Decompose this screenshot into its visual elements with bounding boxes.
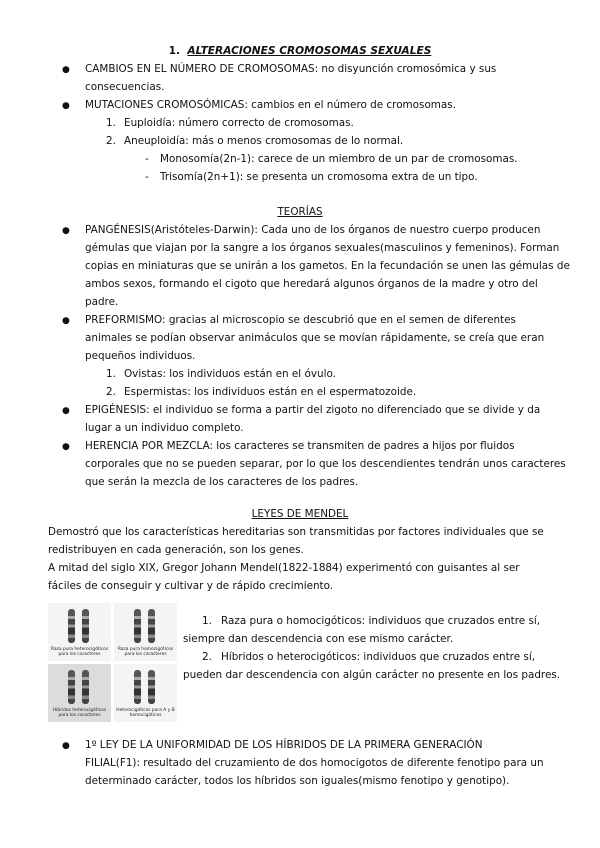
text-line: determinado carácter, todos los híbridos son iguales(mismo fenotipo y genotipo). [85,775,510,787]
monosomia-item: Monosomía(2n-1): carece de un miembro de un par de cromosomas. [160,153,518,165]
teorias-heading: TEORÍAS [277,206,323,218]
list-number: 2. [106,135,116,147]
list-number: 2. [106,386,116,398]
cambios-item [85,60,585,96]
mendel-heading: LEYES DE MENDEL [251,508,349,520]
figure-cell [114,664,177,722]
text-line: pequeños individuos. [85,350,196,362]
espermistas-item: Espermistas: los individuos están en el espermatozoide. [124,386,417,398]
trisomia-item: Trisomía(2n+1): se presenta un cromosoma extra de un tipo. [160,171,478,183]
text-line: EPIGÉNESIS: el individuo se forma a partir del zigoto no diferenciado que se divide y da [85,404,541,416]
figure-caption: Raza pura homocigóticos para los caracteres [117,647,174,657]
text-line: copias en miniaturas que se unirán a los gametos. En la fecundación se unen las gémulas de [85,260,570,272]
text-line: HERENCIA POR MEZCLA: los caracteres se transmiten de padres a hijos por fluidos [85,440,515,452]
text-line: redistribuyen en cada generación, son los genes. [48,544,304,556]
text-line: A mitad del siglo XIX, Gregor Johann Mendel(1822-1884) experimentó con guisantes al ser [48,562,520,574]
chromosome-icon [148,609,155,643]
dash-marker: - [145,171,149,183]
list-number: 1. [202,615,212,627]
section-title-text: ALTERACIONES CROMOSOMAS SEXUALES [187,45,432,57]
bullet: ● [62,101,70,111]
text-line: CAMBIOS EN EL NÚMERO DE CROMOSOMAS: no disyunción cromosómica y sus [85,63,497,75]
section-number: 1. [168,45,180,57]
epigenesis-item [85,401,595,437]
chromosome-icon [148,670,155,704]
mutaciones-item [85,96,585,114]
chromosome-icon [134,609,141,643]
text-line: animales se podían observar animáculos que se movían rápidamente, se creía que eran [85,332,545,344]
text-line: FILIAL(F1): resultado del cruzamiento de dos homocigotos de diferente fenotipo para un [85,757,544,769]
bullet: ● [62,406,70,416]
text-line: siempre dan descendencia con ese mismo carácter. [183,633,454,645]
chromosome-figure [48,603,178,723]
text-line: 1º LEY DE LA UNIFORMIDAD DE LOS HÍBRIDOS DE LA PRIMERA GENERACIÓN [85,739,483,751]
figure-caption: Híbridos heterocigóticos para los caracteres [52,708,107,718]
chromosome-icon [134,670,141,704]
text-line: que serán la mezcla de los caracteres de los padres. [85,476,359,488]
text-line: pueden dar descendencia con algún carácter no presente en los padres. [183,669,561,681]
text-line: Demostró que los características hereditarias son transmitidas por factores individuales que se [48,526,544,538]
hibridos-item [183,648,598,684]
text-line: Híbridos o heterocigóticos: individuos que cruzados entre sí, [221,651,536,663]
text-line: consecuencias. [85,81,165,93]
list-number: 1. [106,117,116,129]
mendel-intro [48,523,596,595]
bullet: ● [62,226,70,236]
list-number: 2. [202,651,212,663]
figure-cell [48,664,111,722]
text-line: PREFORMISMO: gracias al microscopio se descubrió que en el semen de diferentes [85,314,516,326]
list-number: 1. [106,368,116,380]
figure-cell [114,603,177,661]
pangenesis-item [85,221,595,311]
raza-pura-item [183,612,598,648]
preformismo-item [85,311,595,365]
text-line: padre. [85,296,119,308]
text-line: corporales que no se pueden separar, por lo que los descendientes tendrán unos caracteres [85,458,566,470]
ovistas-item: Ovistas: los individuos están en el óvulo. [124,368,336,380]
chromosome-icon [68,609,75,643]
chromosome-icon [82,670,89,704]
dash-marker: - [145,153,149,165]
aneuploidia-item: Aneuploidía: más o menos cromosomas de lo normal. [124,135,404,147]
text-line: lugar a un individuo completo. [85,422,244,434]
text-line: ambos sexos, formando el cigoto que heredará algunos órganos de la madre y otro del [85,278,538,290]
bullet: ● [62,65,70,75]
text-line: fáciles de conseguir y cultivar y de rápido crecimiento. [48,580,334,592]
herencia-item [85,437,595,491]
euploidia-item: Euploidía: número correcto de cromosomas. [124,117,354,129]
bullet: ● [62,316,70,326]
figure-caption: Raza pura heterocigóticos para los caracteres [50,647,109,657]
figure-caption: Heterocigóticos para A y B homocigóticos [116,708,175,718]
bullet: ● [62,741,70,751]
chromosome-icon [82,609,89,643]
section-title [0,42,600,60]
primera-ley-item [85,736,597,790]
text-line: MUTACIONES CROMOSÓMICAS: cambios en el número de cromosomas. [85,99,457,111]
text-line: gémulas que viajan por la sangre a los órganos sexuales(masculinos y femeninos). Forman [85,242,560,254]
chromosome-icon [68,670,75,704]
figure-cell [48,603,111,661]
bullet: ● [62,442,70,452]
text-line: Raza pura o homocigóticos: individuos que cruzados entre sí, [221,615,541,627]
text-line: PANGÉNESIS(Aristóteles-Darwin): Cada uno de los órganos de nuestro cuerpo producen [85,224,541,236]
